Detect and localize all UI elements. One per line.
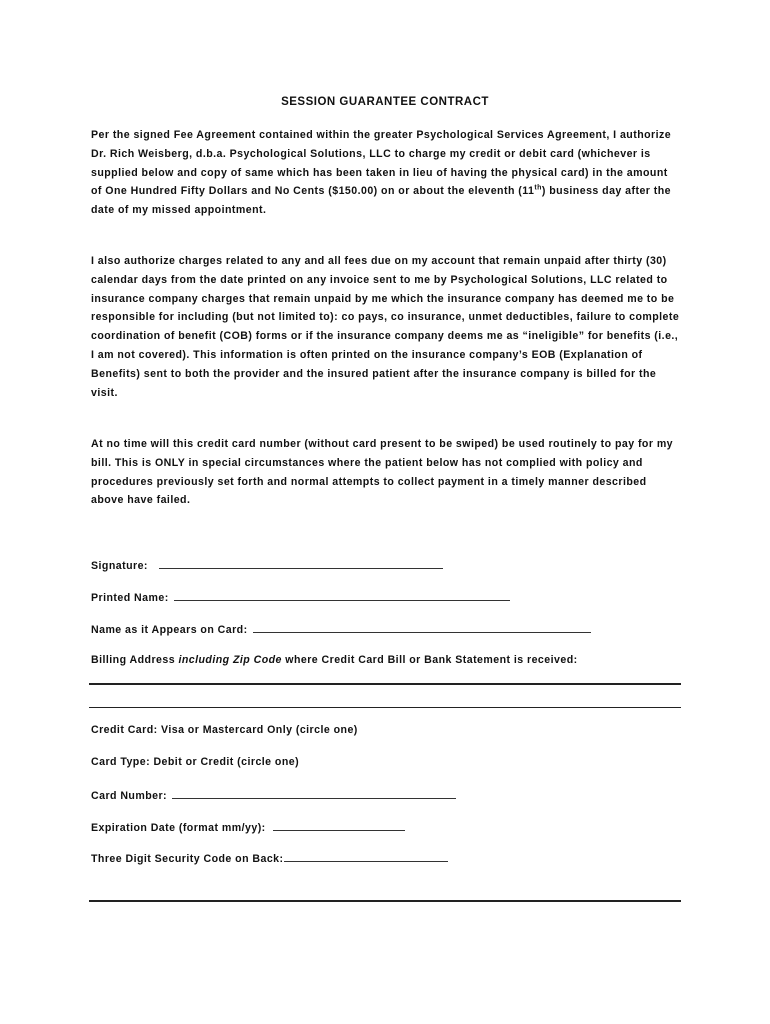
signature-field — [91, 558, 443, 574]
name-on-card-field — [91, 622, 591, 638]
billing-address-zip-note: including Zip Code — [178, 654, 282, 666]
printed-name-field — [91, 590, 510, 606]
expiration-date-label: Expiration Date (format mm/yy): — [91, 822, 266, 834]
credit-card-brand-field — [91, 724, 358, 740]
signature-label: Signature: — [91, 560, 148, 572]
ordinal-superscript: th — [534, 184, 542, 192]
billing-address-label: Billing Address — [91, 654, 179, 666]
billing-address-line-1[interactable] — [89, 683, 681, 685]
card-number-label: Card Number: — [91, 790, 168, 802]
billing-address-label-end: where Credit Card Bill or Bank Statement is received: — [281, 654, 578, 666]
name-on-card-label: Name as it Appears on Card: — [91, 624, 248, 636]
card-type-field — [91, 756, 299, 772]
bottom-rule — [89, 900, 681, 902]
card-number-field — [91, 788, 456, 804]
authorization-text: Per the signed Fee Agreement contained within the greater Psychological Services Agreement, I authorize Dr. Rich Weisberg, d.b.a. Psychological Solutions, LLC to charge my credit or debit card (whichever is supplied below and copy of same which has been taken in lieu of having the physical card) in the amount of One Hundred Fifty Dollars and No Cents ($150.00) on or about the eleventh (11 — [91, 129, 672, 198]
billing-address-field — [91, 654, 578, 670]
printed-name-line[interactable] — [174, 590, 510, 601]
card-type-label[interactable]: Card Type: Debit or Credit (circle one) — [91, 756, 300, 768]
security-code-field — [91, 851, 448, 867]
credit-card-brand-label[interactable]: Credit Card: Visa or Mastercard Only (circle one) — [91, 724, 358, 736]
document-title: SESSION GUARANTEE CONTRACT — [281, 96, 489, 108]
billing-address-line-2[interactable] — [89, 707, 681, 708]
usage-policy-paragraph: At no time will this credit card number (without card present to be swiped) be used routinely to pay for my bill. This is ONLY in special circumstances where the patient below has not complied with policy and procedures previously set forth and normal attempts to collect payment in a timely manner described above have failed. — [91, 438, 674, 507]
unpaid-charges-paragraph: I also authorize charges related to any and all fees due on my account that remain unpaid after thirty (30) calendar days from the date printed on any invoice sent to me by Psychological Solutions, LLC related to insurance company charges that remain unpaid by me which the insurance company has deemed me to be responsible for including (but not limited to): co pays, co insurance, unmet deductibles, failure to complete coordination of benefit (COB) forms or if the insurance company deems me as “ineligible” for benefits (i.e., I am not covered). This information is often printed on the insurance company’s EOB (Explanation of Benefits) sent to both the provider and the insured patient after the insurance company is billed for the visit. — [91, 255, 680, 399]
expiration-date-field — [91, 820, 405, 836]
name-on-card-line[interactable] — [253, 622, 591, 633]
card-number-line[interactable] — [172, 788, 456, 799]
printed-name-label: Printed Name: — [91, 592, 169, 604]
authorization-paragraph — [91, 126, 681, 220]
authorization-text-end: ) business day after the date of my missed appointment. — [91, 185, 671, 217]
expiration-date-line[interactable] — [273, 820, 405, 831]
signature-line[interactable] — [159, 558, 443, 569]
security-code-line[interactable] — [284, 851, 448, 862]
security-code-label: Three Digit Security Code on Back: — [91, 853, 284, 865]
